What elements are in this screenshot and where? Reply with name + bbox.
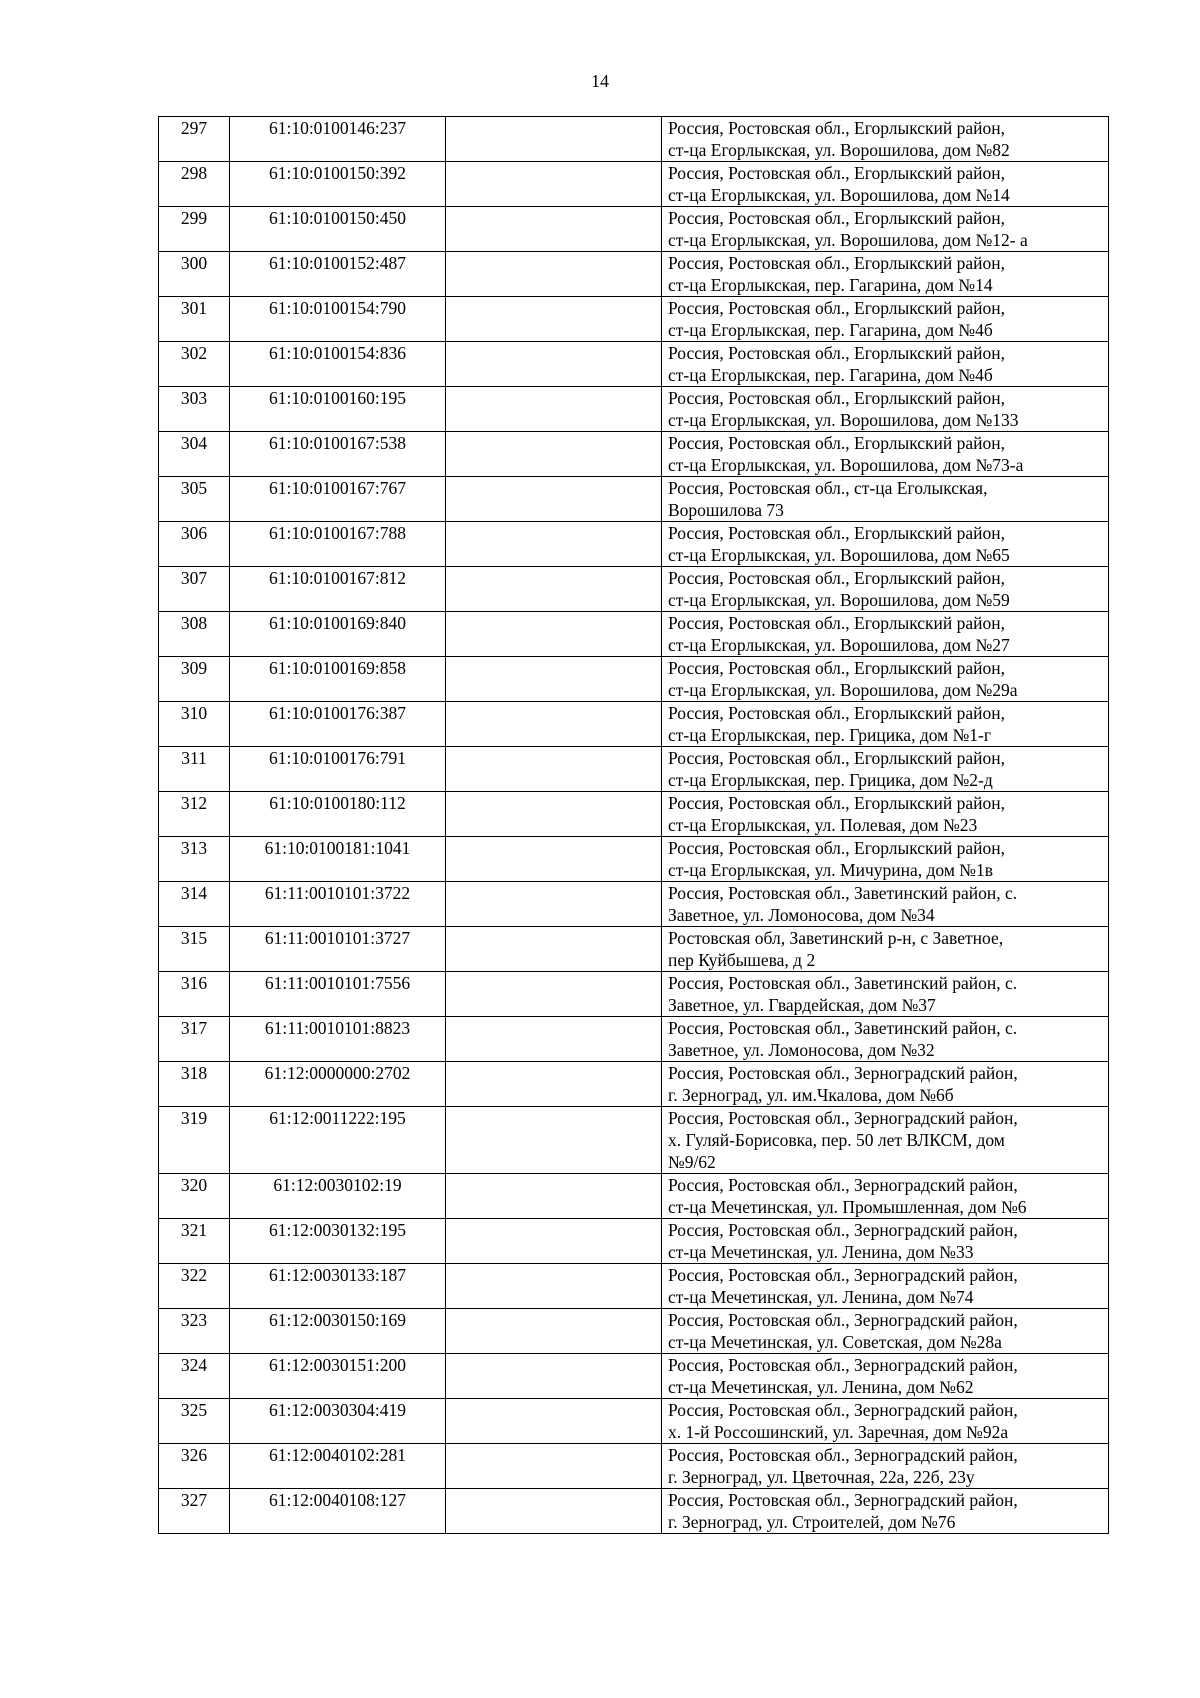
address-line: Россия, Ростовская обл., Зерноградский район, bbox=[668, 1063, 1018, 1083]
address-line: Россия, Ростовская обл., Зерноградский район, bbox=[668, 1445, 1018, 1465]
address-line: Россия, Ростовская обл., Зерноградский район, bbox=[668, 1220, 1018, 1240]
address-line: Заветное, ул. Ломоносова, дом №34 bbox=[668, 905, 935, 925]
row-number: 326 bbox=[159, 1444, 230, 1489]
address-line: г. Зерноград, ул. им.Чкалова, дом №6б bbox=[668, 1085, 954, 1105]
cadastral-number: 61:12:0011222:195 bbox=[230, 1107, 446, 1174]
table-row bbox=[159, 1264, 1109, 1309]
row-number: 315 bbox=[159, 927, 230, 972]
address-cell bbox=[662, 1444, 1109, 1489]
cadastral-number: 61:10:0100169:840 bbox=[230, 612, 446, 657]
address-line: Россия, Ростовская обл., Егорлыкский район, bbox=[668, 613, 1006, 633]
empty-cell bbox=[446, 1489, 662, 1534]
cadastral-number: 61:12:0040108:127 bbox=[230, 1489, 446, 1534]
address-line: Россия, Ростовская обл., Егорлыкский район, bbox=[668, 118, 1006, 138]
address-line: №9/62 bbox=[668, 1152, 716, 1172]
table-row bbox=[159, 387, 1109, 432]
empty-cell bbox=[446, 522, 662, 567]
row-number: 306 bbox=[159, 522, 230, 567]
address-line: Заветное, ул. Ломоносова, дом №32 bbox=[668, 1040, 935, 1060]
address-cell bbox=[662, 1062, 1109, 1107]
table-row bbox=[159, 1354, 1109, 1399]
empty-cell bbox=[446, 117, 662, 162]
address-line: Россия, Ростовская обл., Зерноградский район, bbox=[668, 1400, 1018, 1420]
address-line: Россия, Ростовская обл., Егорлыкский район, bbox=[668, 568, 1006, 588]
address-line: ст-ца Егорлыкская, ул. Ворошилова, дом №73-а bbox=[668, 455, 1024, 475]
table-row bbox=[159, 927, 1109, 972]
row-number: 320 bbox=[159, 1174, 230, 1219]
address-cell bbox=[662, 1489, 1109, 1534]
empty-cell bbox=[446, 1107, 662, 1174]
table-row bbox=[159, 1444, 1109, 1489]
cadastral-number: 61:10:0100152:487 bbox=[230, 252, 446, 297]
table-row bbox=[159, 972, 1109, 1017]
table-row bbox=[159, 162, 1109, 207]
row-number: 301 bbox=[159, 297, 230, 342]
table-row bbox=[159, 252, 1109, 297]
empty-cell bbox=[446, 207, 662, 252]
row-number: 302 bbox=[159, 342, 230, 387]
cadastral-number: 61:11:0010101:8823 bbox=[230, 1017, 446, 1062]
empty-cell bbox=[446, 477, 662, 522]
empty-cell bbox=[446, 657, 662, 702]
table-row bbox=[159, 477, 1109, 522]
empty-cell bbox=[446, 1174, 662, 1219]
address-cell bbox=[662, 432, 1109, 477]
table-row bbox=[159, 1107, 1109, 1174]
empty-cell bbox=[446, 1219, 662, 1264]
empty-cell bbox=[446, 432, 662, 477]
address-line: Ростовская обл, Заветинский р-н, с Заветное, bbox=[668, 928, 1004, 948]
address-line: ст-ца Егорлыкская, пер. Грицика, дом №2-д bbox=[668, 770, 993, 790]
empty-cell bbox=[446, 702, 662, 747]
address-cell bbox=[662, 747, 1109, 792]
cadastral-number: 61:10:0100146:237 bbox=[230, 117, 446, 162]
empty-cell bbox=[446, 252, 662, 297]
address-line: Ворошилова 73 bbox=[668, 500, 784, 520]
row-number: 325 bbox=[159, 1399, 230, 1444]
address-line: Россия, Ростовская обл., ст-ца Еголыкская, bbox=[668, 478, 988, 498]
row-number: 297 bbox=[159, 117, 230, 162]
address-line: ст-ца Егорлыкская, ул. Ворошилова, дом №133 bbox=[668, 410, 1019, 430]
row-number: 314 bbox=[159, 882, 230, 927]
cadastral-number: 61:12:0030132:195 bbox=[230, 1219, 446, 1264]
cadastral-number: 61:12:0030133:187 bbox=[230, 1264, 446, 1309]
table-row bbox=[159, 882, 1109, 927]
address-line: Россия, Ростовская обл., Заветинский район, с. bbox=[668, 1018, 1018, 1038]
address-cell bbox=[662, 882, 1109, 927]
row-number: 303 bbox=[159, 387, 230, 432]
cadastral-number: 61:11:0010101:3727 bbox=[230, 927, 446, 972]
address-cell bbox=[662, 1264, 1109, 1309]
address-cell bbox=[662, 657, 1109, 702]
address-line: Россия, Ростовская обл., Зерноградский район, bbox=[668, 1175, 1018, 1195]
table-row bbox=[159, 1017, 1109, 1062]
cadastral-number: 61:10:0100180:112 bbox=[230, 792, 446, 837]
table-row bbox=[159, 702, 1109, 747]
row-number: 305 bbox=[159, 477, 230, 522]
cadastral-number: 61:10:0100160:195 bbox=[230, 387, 446, 432]
table-row bbox=[159, 747, 1109, 792]
row-number: 299 bbox=[159, 207, 230, 252]
address-line: ст-ца Мечетинская, ул. Ленина, дом №33 bbox=[668, 1242, 974, 1262]
row-number: 300 bbox=[159, 252, 230, 297]
address-cell bbox=[662, 522, 1109, 567]
address-line: ст-ца Егорлыкская, пер. Гагарина, дом №14 bbox=[668, 275, 993, 295]
address-cell bbox=[662, 1399, 1109, 1444]
address-line: ст-ца Егорлыкская, пер. Грицика, дом №1-г bbox=[668, 725, 992, 745]
address-line: Россия, Ростовская обл., Егорлыкский район, bbox=[668, 748, 1006, 768]
empty-cell bbox=[446, 612, 662, 657]
address-cell bbox=[662, 1017, 1109, 1062]
empty-cell bbox=[446, 1444, 662, 1489]
address-line: Россия, Ростовская обл., Егорлыкский район, bbox=[668, 658, 1006, 678]
table-body bbox=[159, 117, 1109, 1534]
address-line: ст-ца Егорлыкская, ул. Ворошилова, дом №27 bbox=[668, 635, 1010, 655]
cadastral-number: 61:10:0100154:790 bbox=[230, 297, 446, 342]
address-line: г. Зерноград, ул. Цветочная, 22а, 22б, 23у bbox=[668, 1467, 975, 1487]
address-line: ст-ца Егорлыкская, ул. Ворошилова, дом №59 bbox=[668, 590, 1010, 610]
empty-cell bbox=[446, 162, 662, 207]
address-cell bbox=[662, 477, 1109, 522]
address-cell bbox=[662, 1309, 1109, 1354]
address-line: Россия, Ростовская обл., Зерноградский район, bbox=[668, 1265, 1018, 1285]
address-line: ст-ца Егорлыкская, ул. Ворошилова, дом №29а bbox=[668, 680, 1018, 700]
address-cell bbox=[662, 1219, 1109, 1264]
address-cell bbox=[662, 252, 1109, 297]
cadastral-number: 61:10:0100167:538 bbox=[230, 432, 446, 477]
address-line: Россия, Ростовская обл., Зерноградский район, bbox=[668, 1310, 1018, 1330]
empty-cell bbox=[446, 972, 662, 1017]
address-cell bbox=[662, 972, 1109, 1017]
address-cell bbox=[662, 117, 1109, 162]
address-line: Россия, Ростовская обл., Егорлыкский район, bbox=[668, 388, 1006, 408]
empty-cell bbox=[446, 927, 662, 972]
row-number: 327 bbox=[159, 1489, 230, 1534]
address-cell bbox=[662, 297, 1109, 342]
row-number: 307 bbox=[159, 567, 230, 612]
row-number: 310 bbox=[159, 702, 230, 747]
empty-cell bbox=[446, 747, 662, 792]
row-number: 312 bbox=[159, 792, 230, 837]
address-line: Россия, Ростовская обл., Заветинский район, с. bbox=[668, 883, 1018, 903]
cadastral-number: 61:10:0100181:1041 bbox=[230, 837, 446, 882]
address-cell bbox=[662, 1174, 1109, 1219]
cadastral-number: 61:10:0100176:387 bbox=[230, 702, 446, 747]
address-line: Россия, Ростовская обл., Егорлыкский район, bbox=[668, 298, 1006, 318]
address-line: Россия, Ростовская обл., Егорлыкский район, bbox=[668, 208, 1006, 228]
table-row bbox=[159, 1399, 1109, 1444]
table-row bbox=[159, 297, 1109, 342]
address-line: ст-ца Егорлыкская, ул. Мичурина, дом №1в bbox=[668, 860, 993, 880]
empty-cell bbox=[446, 792, 662, 837]
address-line: Россия, Ростовская обл., Зерноградский район, bbox=[668, 1355, 1018, 1375]
row-number: 311 bbox=[159, 747, 230, 792]
row-number: 318 bbox=[159, 1062, 230, 1107]
address-line: ст-ца Мечетинская, ул. Ленина, дом №74 bbox=[668, 1287, 974, 1307]
address-line: Россия, Ростовская обл., Егорлыкский район, bbox=[668, 343, 1006, 363]
table-row bbox=[159, 657, 1109, 702]
empty-cell bbox=[446, 297, 662, 342]
address-line: Россия, Ростовская обл., Заветинский район, с. bbox=[668, 973, 1018, 993]
address-line: Россия, Ростовская обл., Зерноградский район, bbox=[668, 1108, 1018, 1128]
cadastral-number: 61:10:0100150:450 bbox=[230, 207, 446, 252]
empty-cell bbox=[446, 1017, 662, 1062]
cadastral-number: 61:12:0040102:281 bbox=[230, 1444, 446, 1489]
empty-cell bbox=[446, 1309, 662, 1354]
address-line: ст-ца Егорлыкская, пер. Гагарина, дом №4б bbox=[668, 365, 993, 385]
address-cell bbox=[662, 702, 1109, 747]
cadastral-number: 61:12:0030150:169 bbox=[230, 1309, 446, 1354]
row-number: 298 bbox=[159, 162, 230, 207]
row-number: 309 bbox=[159, 657, 230, 702]
address-cell bbox=[662, 207, 1109, 252]
address-line: пер Куйбышева, д 2 bbox=[668, 950, 816, 970]
address-cell bbox=[662, 612, 1109, 657]
empty-cell bbox=[446, 1399, 662, 1444]
table-row bbox=[159, 1309, 1109, 1354]
address-line: ст-ца Егорлыкская, ул. Ворошилова, дом №65 bbox=[668, 545, 1010, 565]
address-cell bbox=[662, 792, 1109, 837]
empty-cell bbox=[446, 1264, 662, 1309]
address-cell bbox=[662, 837, 1109, 882]
address-cell bbox=[662, 162, 1109, 207]
row-number: 316 bbox=[159, 972, 230, 1017]
table-row bbox=[159, 432, 1109, 477]
empty-cell bbox=[446, 1062, 662, 1107]
table-row bbox=[159, 792, 1109, 837]
address-line: Россия, Ростовская обл., Егорлыкский район, bbox=[668, 253, 1006, 273]
cadastral-number: 61:12:0030304:419 bbox=[230, 1399, 446, 1444]
address-line: ст-ца Егорлыкская, ул. Ворошилова, дом №12- а bbox=[668, 230, 1028, 250]
address-line: ст-ца Егорлыкская, ул. Ворошилова, дом №14 bbox=[668, 185, 1010, 205]
address-line: ст-ца Мечетинская, ул. Ленина, дом №62 bbox=[668, 1377, 974, 1397]
cadastral-number: 61:12:0030102:19 bbox=[230, 1174, 446, 1219]
address-line: х. Гуляй-Борисовка, пер. 50 лет ВЛКСМ, дом bbox=[668, 1130, 1005, 1150]
page-number: 14 bbox=[591, 71, 609, 91]
address-cell bbox=[662, 387, 1109, 432]
address-line: Россия, Ростовская обл., Егорлыкский район, bbox=[668, 793, 1006, 813]
table-row bbox=[159, 612, 1109, 657]
row-number: 324 bbox=[159, 1354, 230, 1399]
row-number: 304 bbox=[159, 432, 230, 477]
address-line: ст-ца Мечетинская, ул. Промышленная, дом №6 bbox=[668, 1197, 1027, 1217]
table-row bbox=[159, 837, 1109, 882]
address-line: ст-ца Егорлыкская, ул. Полевая, дом №23 bbox=[668, 815, 978, 835]
table-row bbox=[159, 342, 1109, 387]
cadastral-number: 61:10:0100176:791 bbox=[230, 747, 446, 792]
address-cell bbox=[662, 1107, 1109, 1174]
table-row bbox=[159, 1174, 1109, 1219]
table-row bbox=[159, 207, 1109, 252]
table-row bbox=[159, 1489, 1109, 1534]
address-cell bbox=[662, 927, 1109, 972]
address-line: ст-ца Егорлыкская, пер. Гагарина, дом №4б bbox=[668, 320, 993, 340]
cadastral-number: 61:10:0100167:767 bbox=[230, 477, 446, 522]
address-cell bbox=[662, 567, 1109, 612]
row-number: 323 bbox=[159, 1309, 230, 1354]
cadastral-number: 61:12:0000000:2702 bbox=[230, 1062, 446, 1107]
row-number: 308 bbox=[159, 612, 230, 657]
address-cell bbox=[662, 342, 1109, 387]
table-row bbox=[159, 522, 1109, 567]
cadastral-number: 61:10:0100167:788 bbox=[230, 522, 446, 567]
row-number: 322 bbox=[159, 1264, 230, 1309]
table-row bbox=[159, 1062, 1109, 1107]
cadastral-number: 61:10:0100169:858 bbox=[230, 657, 446, 702]
cadastral-number: 61:11:0010101:7556 bbox=[230, 972, 446, 1017]
table-row bbox=[159, 117, 1109, 162]
empty-cell bbox=[446, 342, 662, 387]
address-cell bbox=[662, 1354, 1109, 1399]
empty-cell bbox=[446, 567, 662, 612]
address-line: х. 1-й Россошинский, ул. Заречная, дом №92а bbox=[668, 1422, 1009, 1442]
address-line: Россия, Ростовская обл., Егорлыкский район, bbox=[668, 838, 1006, 858]
row-number: 313 bbox=[159, 837, 230, 882]
table-row bbox=[159, 1219, 1109, 1264]
cadastral-number: 61:11:0010101:3722 bbox=[230, 882, 446, 927]
address-line: Россия, Ростовская обл., Зерноградский район, bbox=[668, 1490, 1018, 1510]
row-number: 319 bbox=[159, 1107, 230, 1174]
empty-cell bbox=[446, 882, 662, 927]
address-line: Россия, Ростовская обл., Егорлыкский район, bbox=[668, 703, 1006, 723]
empty-cell bbox=[446, 1354, 662, 1399]
cadastral-number: 61:10:0100167:812 bbox=[230, 567, 446, 612]
address-line: ст-ца Мечетинская, ул. Советская, дом №28а bbox=[668, 1332, 1002, 1352]
address-line: Заветное, ул. Гвардейская, дом №37 bbox=[668, 995, 936, 1015]
address-line: ст-ца Егорлыкская, ул. Ворошилова, дом №82 bbox=[668, 140, 1010, 160]
cadastral-number: 61:10:0100154:836 bbox=[230, 342, 446, 387]
address-line: г. Зерноград, ул. Строителей, дом №76 bbox=[668, 1512, 956, 1532]
cadastral-number: 61:12:0030151:200 bbox=[230, 1354, 446, 1399]
empty-cell bbox=[446, 387, 662, 432]
row-number: 317 bbox=[159, 1017, 230, 1062]
address-line: Россия, Ростовская обл., Егорлыкский район, bbox=[668, 163, 1006, 183]
address-line: Россия, Ростовская обл., Егорлыкский район, bbox=[668, 433, 1006, 453]
property-registry-table bbox=[158, 116, 1109, 1534]
empty-cell bbox=[446, 837, 662, 882]
table-row bbox=[159, 567, 1109, 612]
address-line: Россия, Ростовская обл., Егорлыкский район, bbox=[668, 523, 1006, 543]
row-number: 321 bbox=[159, 1219, 230, 1264]
cadastral-number: 61:10:0100150:392 bbox=[230, 162, 446, 207]
